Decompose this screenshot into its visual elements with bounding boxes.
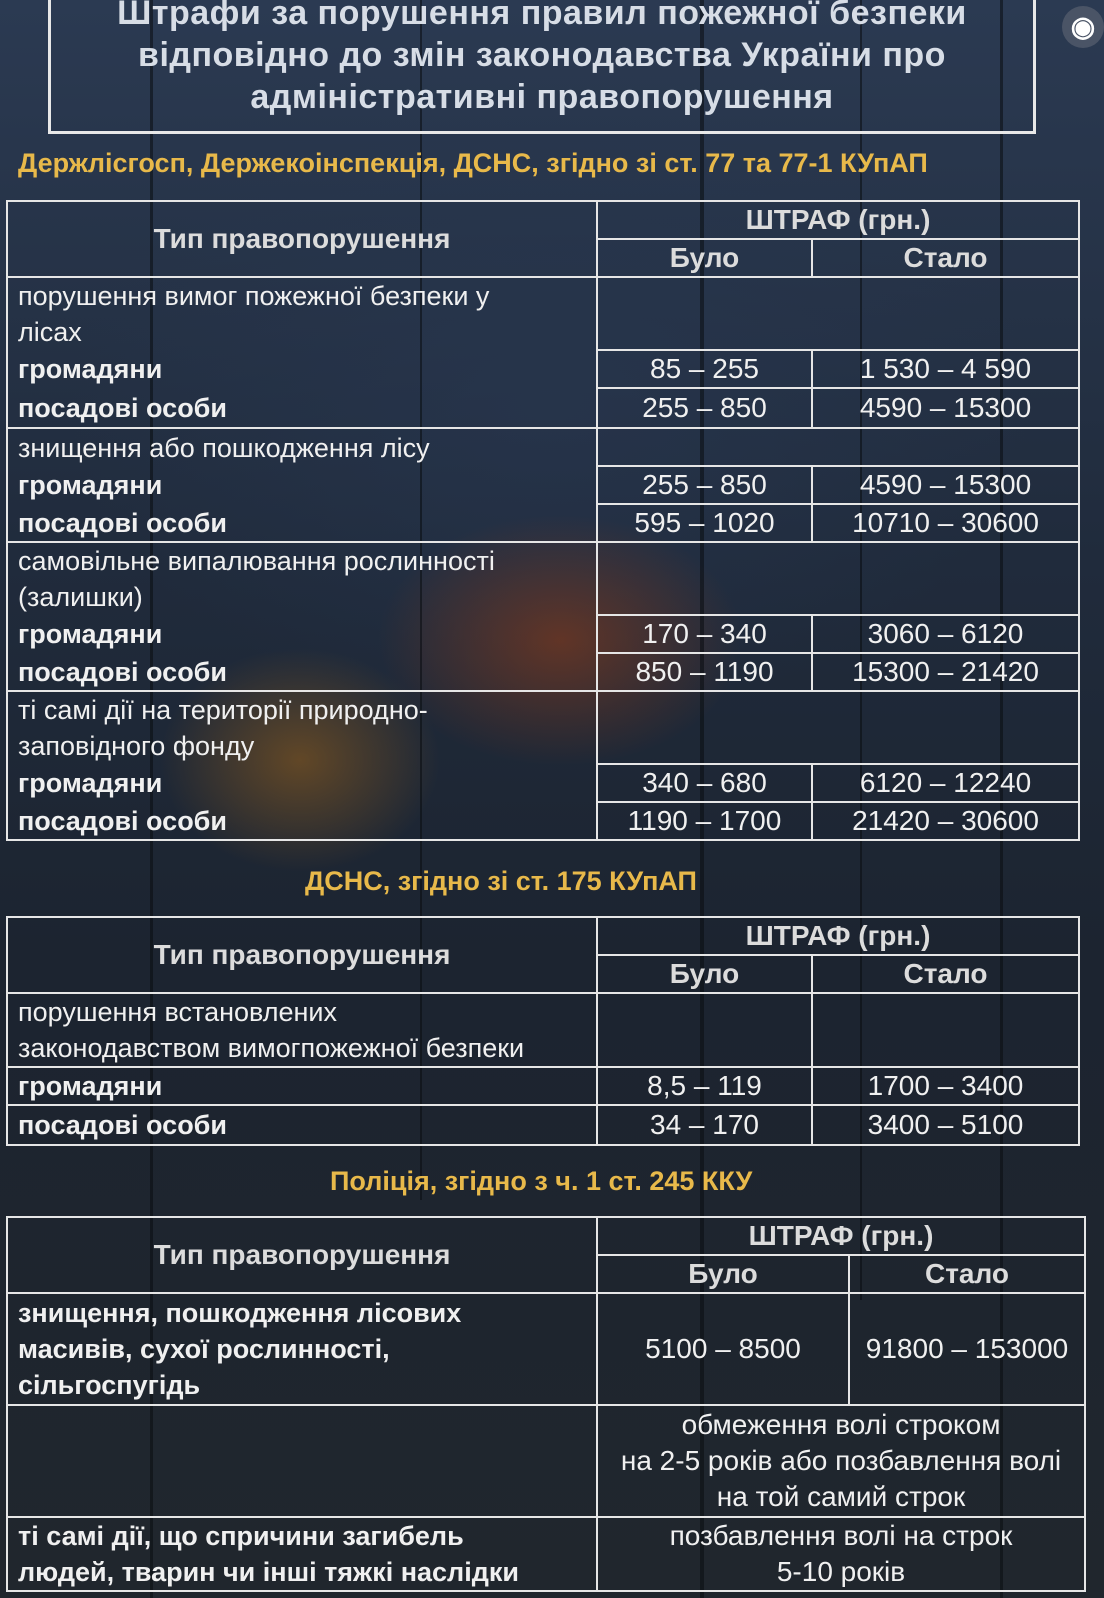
empty-cell bbox=[597, 428, 1079, 466]
empty-cell bbox=[812, 993, 1079, 1067]
empty-cell bbox=[597, 691, 1079, 764]
section3-table bbox=[6, 1216, 1086, 1592]
fine-was: 5100 – 8500 bbox=[597, 1293, 849, 1405]
citizens-label: громадяни bbox=[7, 350, 597, 388]
penalty-text: позбавлення волі на строк 5-10 років bbox=[597, 1517, 1085, 1591]
offense-label: самовільне випалювання рослинності (залишки) bbox=[7, 542, 597, 615]
fine-became: 10710 – 30600 bbox=[812, 504, 1079, 542]
title-line-2: відповідно до змін законодавства України про bbox=[138, 36, 946, 74]
fine-became: 3400 – 5100 bbox=[812, 1105, 1079, 1145]
offense-label: порушення встановлених законодавством вимогпожежної безпеки bbox=[7, 993, 597, 1067]
citizens-label: громадяни bbox=[7, 1067, 597, 1105]
fine-became: 3060 – 6120 bbox=[812, 615, 1079, 653]
fine-became: 6120 – 12240 bbox=[812, 764, 1079, 802]
section2-title: ДСНС, згідно зі ст. 175 КУпАП bbox=[305, 866, 697, 896]
fine-was: 255 – 850 bbox=[597, 466, 812, 504]
fine-was: 850 – 1190 bbox=[597, 653, 812, 691]
fine-header: ШТРАФ (грн.) bbox=[597, 1217, 1085, 1255]
officials-label: посадові особи bbox=[7, 653, 597, 691]
fine-was: 8,5 – 119 bbox=[597, 1067, 812, 1105]
section2-table bbox=[6, 916, 1080, 1146]
fine-became: 1 530 – 4 590 bbox=[812, 350, 1079, 388]
officials-label: посадові особи bbox=[7, 802, 597, 840]
type-header: Тип правопорушення bbox=[7, 201, 597, 277]
fine-was: 255 – 850 bbox=[597, 388, 812, 428]
empty-cell bbox=[597, 542, 1079, 615]
fine-became: 21420 – 30600 bbox=[812, 802, 1079, 840]
was-header: Було bbox=[597, 1255, 849, 1293]
citizens-label: громадяни bbox=[7, 615, 597, 653]
became-header: Стало bbox=[812, 239, 1079, 277]
became-header: Стало bbox=[812, 955, 1079, 993]
officials-label: посадові особи bbox=[7, 504, 597, 542]
became-header: Стало bbox=[849, 1255, 1085, 1293]
offense-label: ті самі дії на території природно- заповідного фонду bbox=[7, 691, 597, 764]
citizens-label: громадяни bbox=[7, 764, 597, 802]
was-header: Було bbox=[597, 955, 812, 993]
type-header: Тип правопорушення bbox=[7, 917, 597, 993]
fine-became: 4590 – 15300 bbox=[812, 388, 1079, 428]
title-line-3: адміністративні правопорушення bbox=[250, 78, 834, 116]
empty-cell bbox=[597, 993, 812, 1067]
citizens-label: громадяни bbox=[7, 466, 597, 504]
fine-header: ШТРАФ (грн.) bbox=[597, 201, 1079, 239]
fine-was: 170 – 340 bbox=[597, 615, 812, 653]
empty-cell bbox=[597, 277, 1079, 350]
fine-became: 1700 – 3400 bbox=[812, 1067, 1079, 1105]
section1-table bbox=[6, 200, 1080, 841]
fine-header: ШТРАФ (грн.) bbox=[597, 917, 1079, 955]
fine-was: 340 – 680 bbox=[597, 764, 812, 802]
fine-became: 15300 – 21420 bbox=[812, 653, 1079, 691]
title-line-1: Штрафи за порушення правил пожежної безпеки bbox=[117, 0, 967, 32]
fine-became: 4590 – 15300 bbox=[812, 466, 1079, 504]
instagram-icon[interactable]: ◉ bbox=[1062, 6, 1104, 48]
fine-was: 1190 – 1700 bbox=[597, 802, 812, 840]
officials-label: посадові особи bbox=[7, 388, 597, 428]
officials-label: посадові особи bbox=[7, 1105, 597, 1145]
offense-label: порушення вимог пожежної безпеки у лісах bbox=[7, 277, 597, 350]
section1-title: Держлісгосп, Держекоінспекція, ДСНС, згідно зі ст. 77 та 77-1 КУпАП bbox=[18, 148, 928, 178]
section3-title: Поліція, згідно з ч. 1 ст. 245 ККУ bbox=[330, 1166, 753, 1196]
type-header: Тип правопорушення bbox=[7, 1217, 597, 1293]
fine-was: 595 – 1020 bbox=[597, 504, 812, 542]
offense-label: ті самі дії, що спричини загибель людей, тварин чи інші тяжкі наслідки bbox=[7, 1517, 597, 1591]
fine-became: 91800 – 153000 bbox=[849, 1293, 1085, 1405]
fine-was: 85 – 255 bbox=[597, 350, 812, 388]
fine-was: 34 – 170 bbox=[597, 1105, 812, 1145]
empty-cell bbox=[7, 1405, 597, 1517]
offense-label: знищення або пошкодження лісу bbox=[7, 428, 597, 466]
title-box bbox=[48, 0, 1036, 134]
was-header: Було bbox=[597, 239, 812, 277]
offense-label: знищення, пошкодження лісових масивів, сухої рослинності, сільгоспугідь bbox=[7, 1293, 597, 1405]
penalty-text: обмеження волі строком на 2-5 років або позбавлення волі на той самий строк bbox=[597, 1405, 1085, 1517]
